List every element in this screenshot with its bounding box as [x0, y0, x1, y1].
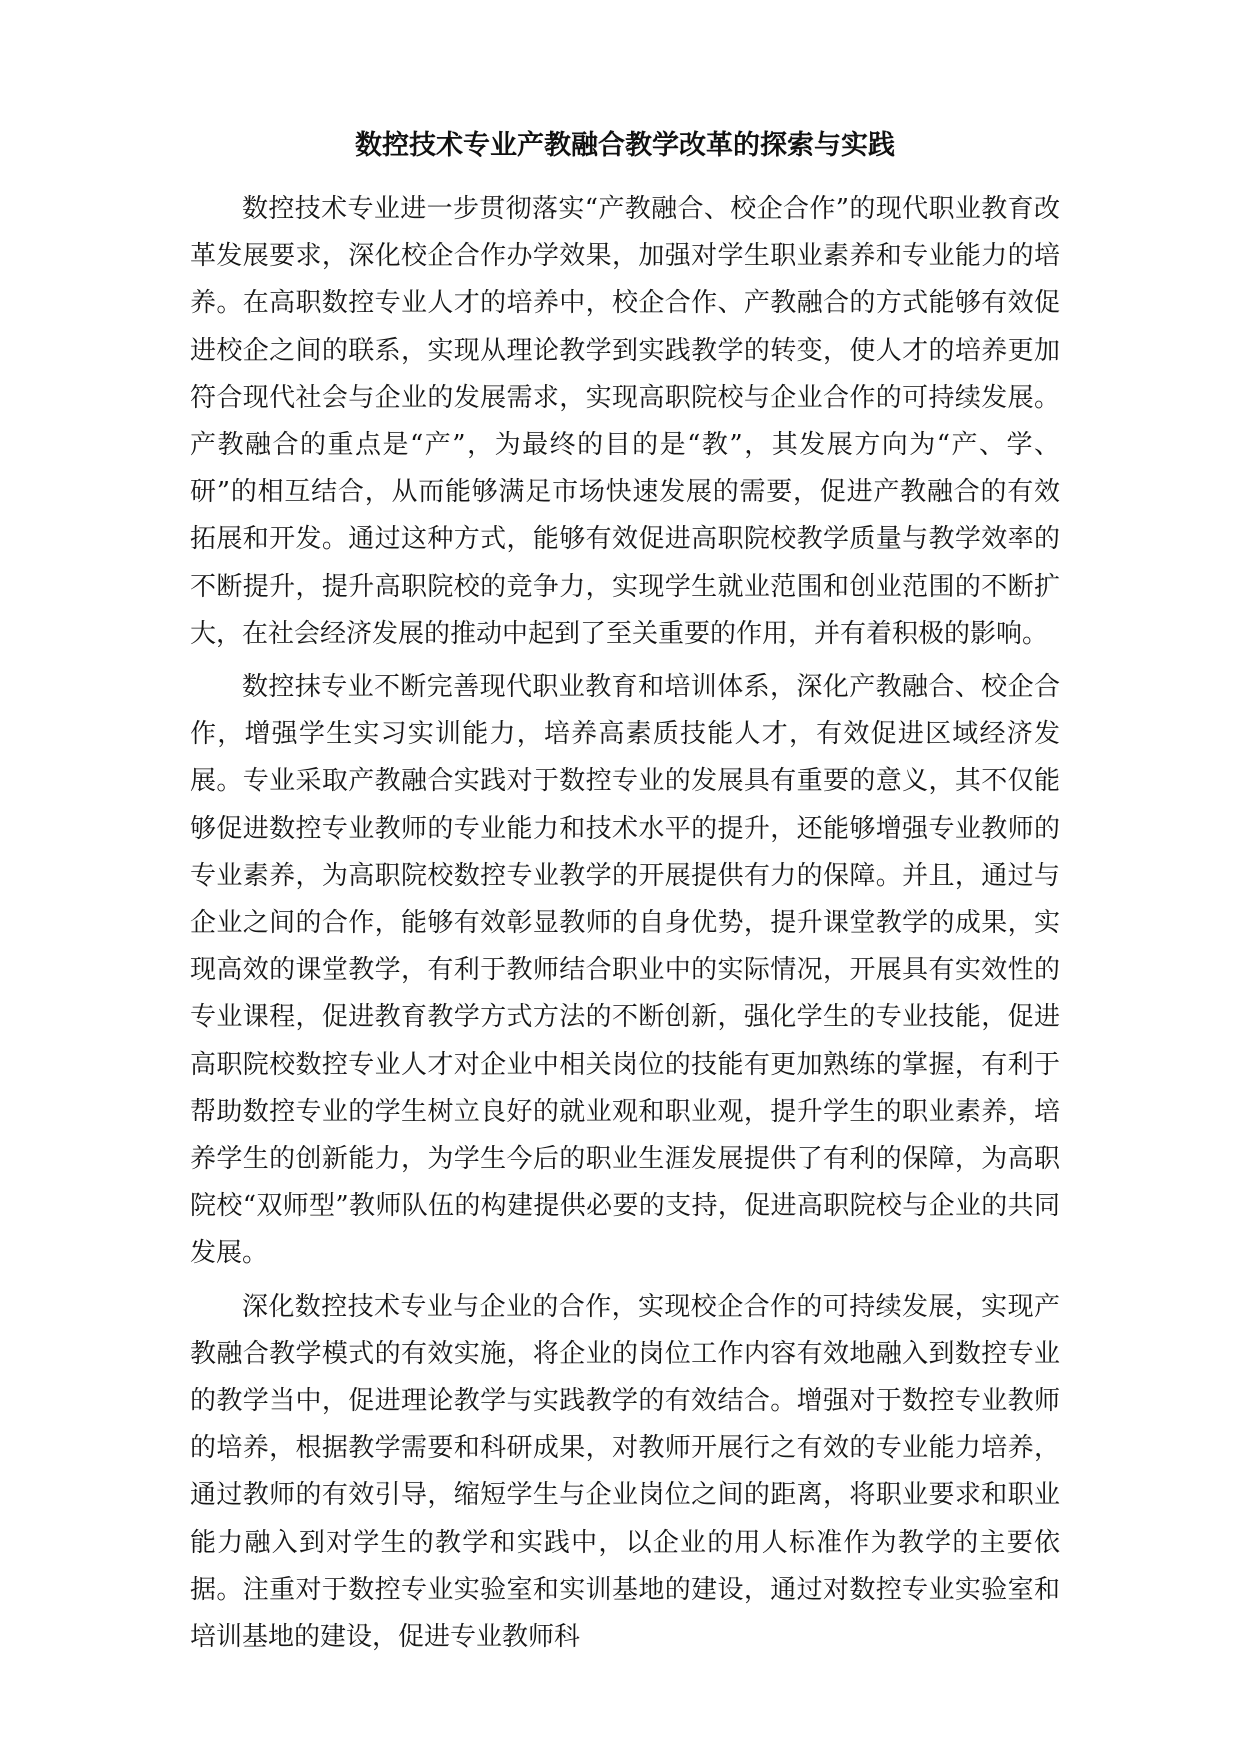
paragraph-1: 数控技术专业进一步贯彻落实“产教融合、校企合作”的现代职业教育改革发展要求，深化校企合作办学效果，加强对学生职业素养和专业能力的培养。在高职数控专业人才的培养中，校企合作、产教融合的方式能够有效促进校企之间的联系，实现从理论教学到实践教学的转变，使人才的培养更加符合现代社会与企业的发展需求，实现高职院校与企业合作的可持续发展。产教融合的重点是“产”，为最终的目的是“教”，其发展方向为“产、学、研”的相互结合，从而能够满足市场快速发展的需要，促进产教融合的有效拓展和开发。通过这种方式，能够有效促进高职院校教学质量与教学效率的不断提升，提升高职院校的竞争力，实现学生就业范围和创业范围的不断扩大，在社会经济发展的推动中起到了至关重要的作用，并有着积极的影响。 — [190, 194, 1060, 649]
paragraph-3: 深化数控技术专业与企业的合作，实现校企合作的可持续发展，实现产教融合教学模式的有效实施，将企业的岗位工作内容有效地融入到数控专业的教学当中，促进理论教学与实践教学的有效结合。增强对于数控专业教师的培养，根据教学需要和科研成果，对教师开展行之有效的专业能力培养，通过教师的有效引导，缩短学生与企业岗位之间的距离，将职业要求和职业能力融入到对学生的教学和实践中，以企业的用人标准作为教学的主要依据。注重对于数控专业实验室和实训基地的建设，通过对数控专业实验室和培训基地的建设，促进专业教师科 — [190, 1291, 1060, 1653]
document-body — [190, 186, 1060, 1667]
document-title: 数控技术专业产教融合教学改革的探索与实践 — [355, 130, 895, 161]
paragraph-2: 数控抹专业不断完善现代职业教育和培训体系，深化产教融合、校企合作，增强学生实习实训能力，培养高素质技能人才，有效促进区域经济发展。专业采取产教融合实践对于数控专业的发展具有重要的意义，其不仅能够促进数控专业教师的专业能力和技术水平的提升，还能够增强专业教师的专业素养，为高职院校数控专业教学的开展提供有力的保障。并且，通过与企业之间的合作，能够有效彰显教师的自身优势，提升课堂教学的成果，实现高效的课堂教学，有利于教师结合职业中的实际情况，开展具有实效性的专业课程，促进教育教学方式方法的不断创新，强化学生的专业技能，促进高职院校数控专业人才对企业中相关岗位的技能有更加熟练的掌握，有利于帮助数控专业的学生树立良好的就业观和职业观，提升学生的职业素养，培养学生的创新能力，为学生今后的职业生涯发展提供了有利的保障，为高职院校“双师型”教师队伍的构建提供必要的支持，促进高职院校与企业的共同发展。 — [190, 672, 1060, 1269]
